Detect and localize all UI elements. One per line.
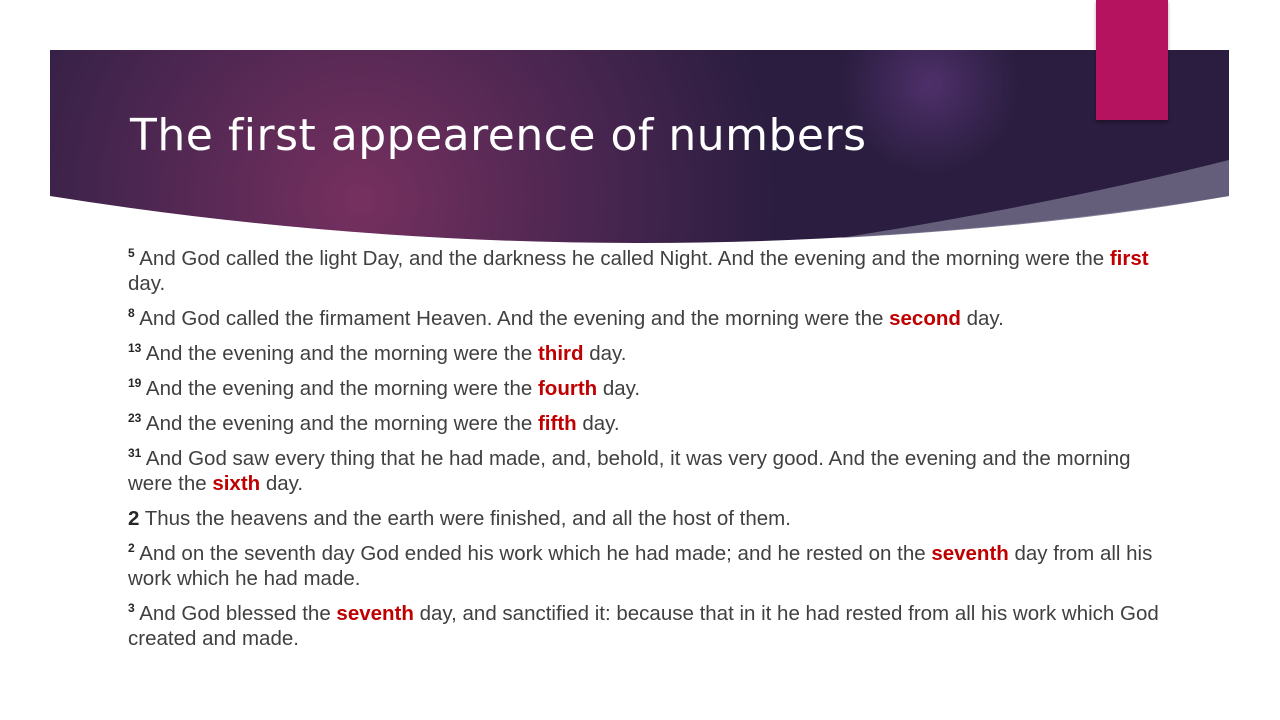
chapter-2-verse-1	[128, 506, 1178, 531]
verse-number: 13	[128, 341, 142, 356]
slide-title: The first appearence of numbers	[130, 110, 867, 161]
verse-number: 3	[128, 601, 135, 616]
verse-text: day.	[583, 342, 627, 365]
verse-31	[128, 446, 1178, 496]
verse-19	[128, 376, 1178, 401]
verse-number: 19	[128, 376, 142, 391]
verse-13	[128, 341, 1178, 366]
verse-text: And the evening and the morning were the	[141, 412, 538, 435]
accent-tab	[1096, 0, 1168, 120]
verse-list	[128, 246, 1178, 661]
ordinal-highlight: sixth	[212, 472, 261, 495]
ordinal-highlight: third	[537, 342, 584, 365]
ordinal-highlight: fourth	[537, 377, 598, 400]
ordinal-highlight: fifth	[537, 412, 577, 435]
ordinal-highlight: seventh	[336, 602, 414, 625]
verse-text: day.	[597, 377, 641, 400]
chapter-2-verse-3	[128, 601, 1178, 651]
verse-number: 31	[128, 446, 142, 461]
chapter-number: 2	[128, 507, 140, 530]
verse-text: day.	[128, 272, 166, 295]
verse-number: 23	[128, 411, 142, 426]
verse-text: day.	[576, 412, 620, 435]
verse-text: day, and sanctified it: because that in it he had rested from all his work which God created and made.	[128, 602, 1159, 650]
verse-23	[128, 411, 1178, 436]
ordinal-highlight: seventh	[931, 542, 1009, 565]
verse-8	[128, 306, 1178, 331]
verse-number: 2	[128, 541, 135, 556]
verse-text: day.	[260, 472, 304, 495]
chapter-2-verse-2	[128, 541, 1178, 591]
ordinal-highlight: second	[889, 307, 961, 330]
verse-text: And God blessed the	[134, 602, 337, 625]
verse-text: day from all his work which he had made.	[128, 542, 1153, 590]
verse-number: 8	[128, 306, 135, 321]
verse-text: And the evening and the morning were the	[141, 377, 538, 400]
verse-text: And God saw every thing that he had made, and, behold, it was very good. And the evening and the morning were the	[128, 447, 1131, 495]
verse-text: And the evening and the morning were the	[141, 342, 538, 365]
verse-text: And God called the light Day, and the darkness he called Night. And the evening and the morning were the	[134, 247, 1110, 270]
verse-text: Thus the heavens and the earth were finished, and all the host of them.	[139, 507, 791, 530]
ordinal-highlight: first	[1109, 247, 1149, 270]
verse-5	[128, 246, 1178, 296]
verse-text: And on the seventh day God ended his work which he had made; and he rested on the	[134, 542, 932, 565]
verse-text: day.	[960, 307, 1004, 330]
verse-text: And God called the firmament Heaven. And the evening and the morning were the	[134, 307, 890, 330]
verse-number: 5	[128, 246, 135, 261]
